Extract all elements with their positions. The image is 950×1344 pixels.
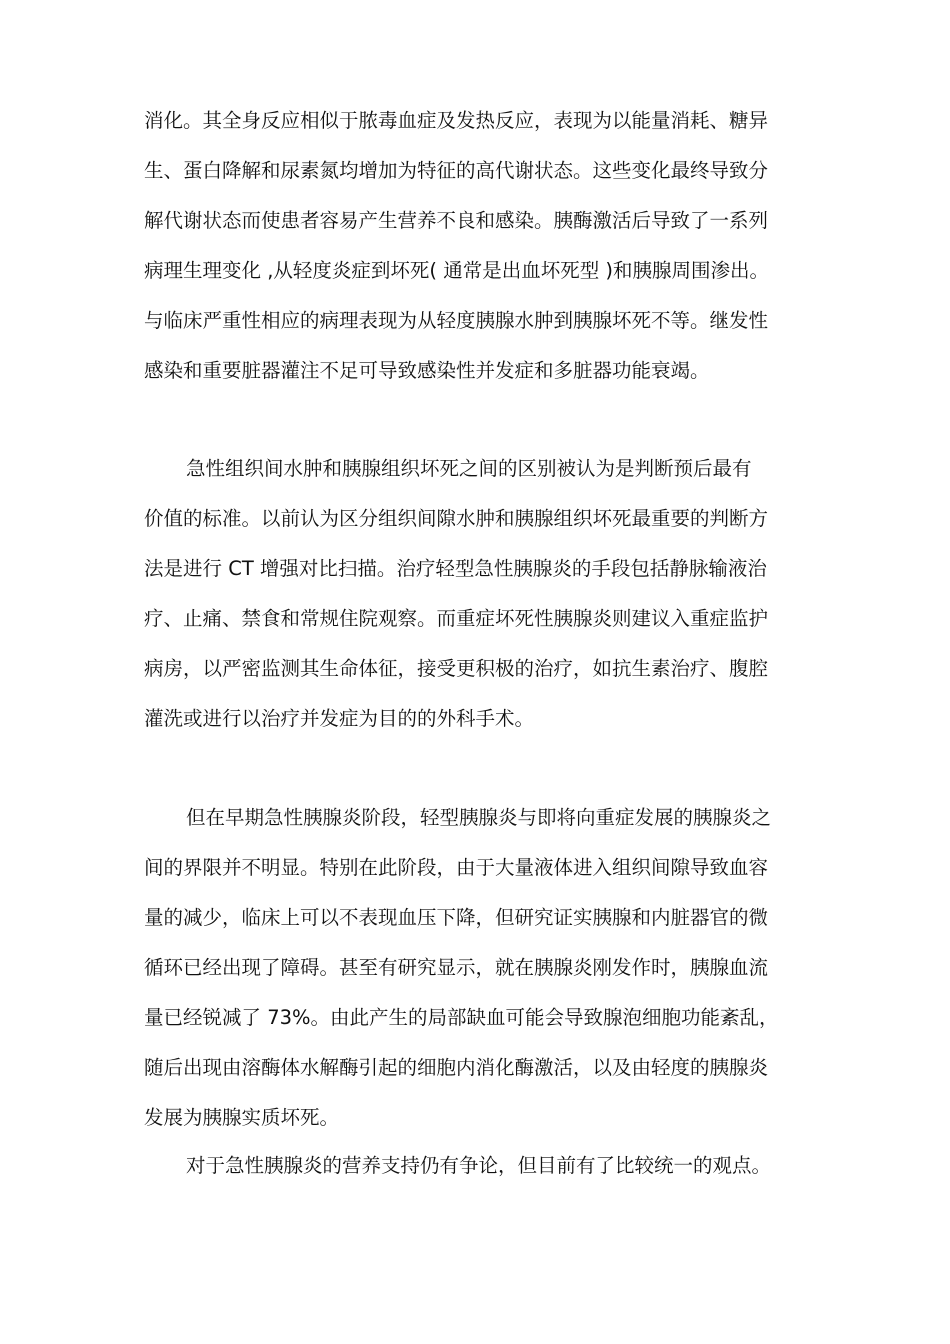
text-line: 法是进行 CT 增强对比扫描。治疗轻型急性胰腺炎的手段包括静脉输液治 xyxy=(144,557,767,580)
text-line: 循环已经出现了障碍。甚至有研究显示，就在胰腺炎刚发作时，胰腺血流 xyxy=(144,956,769,979)
text-line: 病理生理变化 ,从轻度炎症到坏死( 通常是出血坏死型 )和胰腺周围渗出。 xyxy=(144,259,770,282)
paragraph-2 xyxy=(144,444,816,744)
paragraph-3 xyxy=(144,793,816,1143)
text-line: 但在早期急性胰腺炎阶段，轻型胰腺炎与即将向重症发展的胰腺炎之 xyxy=(186,806,772,829)
text-line: 消化。其全身反应相似于脓毒血症及发热反应，表现为以能量消耗、糖异 xyxy=(144,109,769,132)
text-line: 发展为胰腺实质坏死。 xyxy=(144,1106,340,1129)
text-line: 对于急性胰腺炎的营养支持仍有争论，但目前有了比较统一的观点。 xyxy=(186,1154,772,1177)
text-line: 价值的标准。以前认为区分组织间隙水肿和胰腺组织坏死最重要的判断方 xyxy=(144,507,769,530)
text-line: 量的减少，临床上可以不表现血压下降，但研究证实胰腺和内脏器官的微 xyxy=(144,906,769,929)
text-line: 间的界限并不明显。特别在此阶段，由于大量液体进入组织间隙导致血容 xyxy=(144,856,769,879)
paragraph-4 xyxy=(144,1141,816,1191)
text-line: 生、蛋白降解和尿素氮均增加为特征的高代谢状态。这些变化最终导致分 xyxy=(144,159,769,182)
text-line: 量已经锐减了 73%。由此产生的局部缺血可能会导致腺泡细胞功能紊乱， xyxy=(144,1006,779,1029)
paragraph-1 xyxy=(144,96,816,396)
text-line: 与临床严重性相应的病理表现为从轻度胰腺水肿到胰腺坏死不等。继发性 xyxy=(144,309,769,332)
text-line: 病房，以严密监测其生命体征，接受更积极的治疗，如抗生素治疗、腹腔 xyxy=(144,657,769,680)
text-line: 感染和重要脏器灌注不足可导致感染性并发症和多脏器功能衰竭。 xyxy=(144,359,710,382)
text-line: 随后出现由溶酶体水解酶引起的细胞内消化酶激活，以及由轻度的胰腺炎 xyxy=(144,1056,769,1079)
text-line: 疗、止痛、禁食和常规住院观察。而重症坏死性胰腺炎则建议入重症监护 xyxy=(144,607,769,630)
text-line: 灌洗或进行以治疗并发症为目的的外科手术。 xyxy=(144,707,535,730)
text-line: 解代谢状态而使患者容易产生营养不良和感染。胰酶激活后导致了一系列 xyxy=(144,209,769,232)
text-line: 急性组织间水肿和胰腺组织坏死之间的区别被认为是判断预后最有 xyxy=(186,457,752,480)
